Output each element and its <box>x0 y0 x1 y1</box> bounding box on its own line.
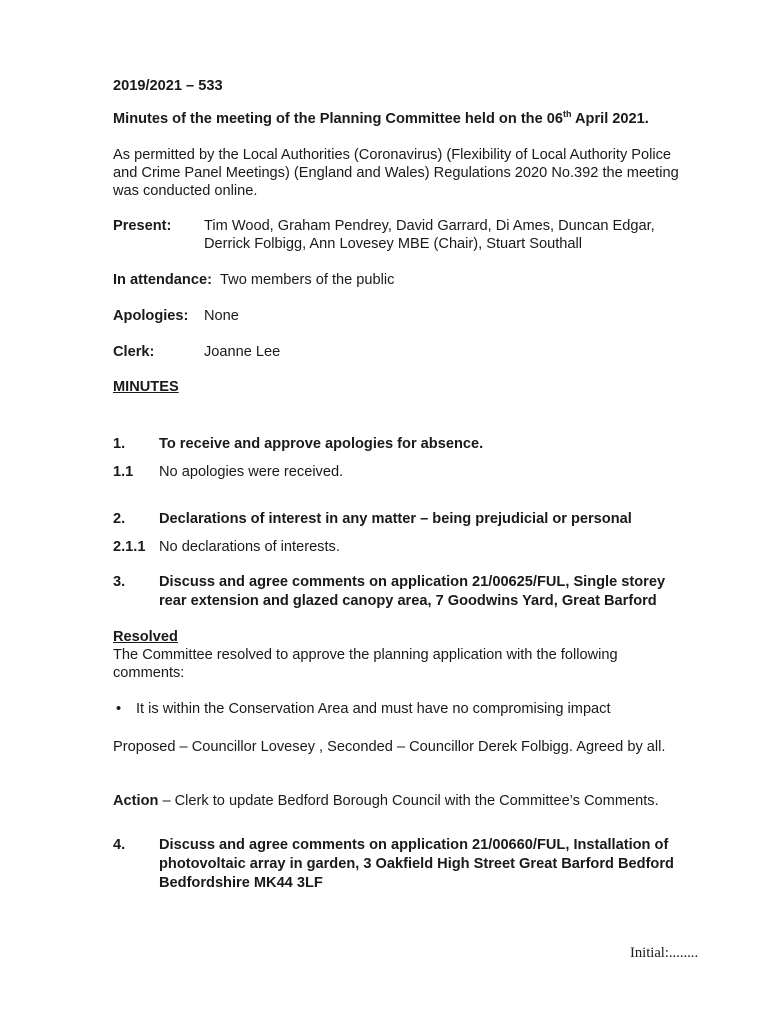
resolved-heading: Resolved <box>113 629 178 645</box>
document-title: Minutes of the meeting of the Planning Committee held on the 06th April 2021. <box>113 109 649 127</box>
minutes-heading: MINUTES <box>113 379 179 395</box>
footer-initial: Initial:........ <box>630 945 699 961</box>
action-label: Action <box>113 793 159 809</box>
attendance-row <box>113 271 394 289</box>
present-line-1: Tim Wood, Graham Pendrey, David Garrard, Di Ames, Duncan Edgar, <box>204 218 655 234</box>
intro-line-2: and Crime Panel Meetings) (England and Wales) Regulations 2020 No.392 the meeting <box>113 165 679 181</box>
item-1-1-text: No apologies were received. <box>159 464 344 480</box>
item-4-title-line-3: Bedfordshire MK44 3LF <box>159 875 323 891</box>
item-4-title-line-1: Discuss and agree comments on application 21/00660/FUL, Installation of <box>159 837 669 853</box>
document-reference: 2019/2021 – 533 <box>113 78 223 94</box>
item-4-number: 4. <box>113 837 126 853</box>
clerk-value: Joanne Lee <box>204 344 281 360</box>
action-line <box>113 792 659 810</box>
resolved-bullet-text: It is within the Conservation Area and must have no compromising impact <box>136 701 611 717</box>
item-1-number: 1. <box>113 436 126 452</box>
item-2-1-1-text: No declarations of interests. <box>159 539 340 555</box>
item-3-title-line-1: Discuss and agree comments on application 21/00625/FUL, Single storey <box>159 574 666 590</box>
item-2-1-1-number: 2.1.1 <box>113 539 146 555</box>
resolved-line-1: The Committee resolved to approve the planning application with the following <box>113 647 618 663</box>
intro-line-3: was conducted online. <box>113 183 258 199</box>
action-text: – Clerk to update Bedford Borough Council with the Committee’s Comments. <box>158 793 659 809</box>
bullet-icon: • <box>116 701 122 717</box>
item-4-title-line-2: photovoltaic array in garden, 3 Oakfield High Street Great Barford Bedford <box>159 856 674 872</box>
item-2-title: Declarations of interest in any matter – being prejudicial or personal <box>159 511 632 527</box>
item-3-title-line-2: rear extension and glazed canopy area, 7 Goodwins Yard, Great Barford <box>159 593 657 609</box>
apologies-label: Apologies: <box>113 308 189 324</box>
attendance-label: In attendance: <box>113 272 212 288</box>
attendance-value: Two members of the public <box>220 272 395 288</box>
item-2-number: 2. <box>113 511 126 527</box>
proposed-seconded-line: Proposed – Councillor Lovesey , Seconded – Councillor Derek Folbigg. Agreed by all. <box>113 739 666 755</box>
item-3-number: 3. <box>113 574 126 590</box>
intro-line-1: As permitted by the Local Authorities (Coronavirus) (Flexibility of Local Authority Police <box>113 147 672 163</box>
present-line-2: Derrick Folbigg, Ann Lovesey MBE (Chair), Stuart Southall <box>204 236 582 252</box>
present-label: Present: <box>113 218 172 234</box>
clerk-label: Clerk: <box>113 344 155 360</box>
item-1-1-number: 1.1 <box>113 464 134 480</box>
resolved-line-2: comments: <box>113 665 185 681</box>
item-1-title: To receive and approve apologies for absence. <box>159 436 484 452</box>
apologies-value: None <box>204 308 239 324</box>
